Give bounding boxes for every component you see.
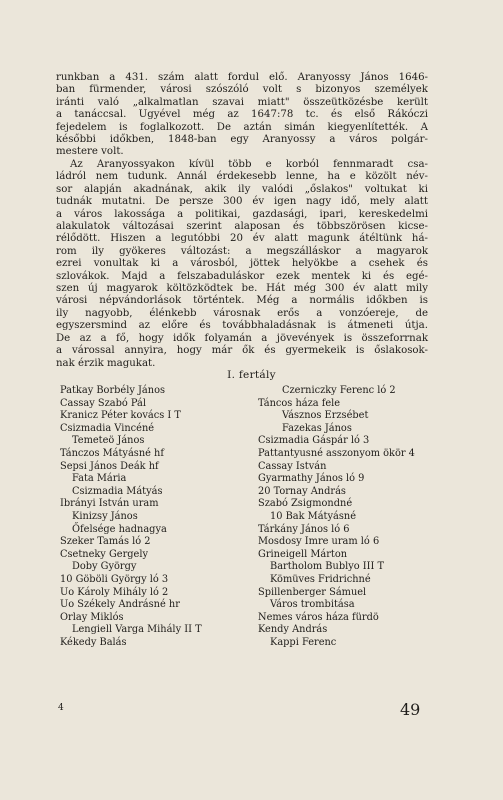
list-entry: Szeker Tamás ló 2	[60, 536, 151, 548]
list-entry: Csizmadia Gáspár ló 3	[258, 435, 370, 447]
section-title: I. fertály	[227, 369, 276, 381]
page-number: 49	[400, 700, 421, 719]
text-line: alakulatok változásai szerint alaposan és többszörösen kicse-	[56, 221, 428, 233]
list-entry: 10 Göböli György ló 3	[60, 573, 169, 585]
list-entry: Grineigell Márton	[258, 548, 348, 560]
text-line: későbbi időkben, 1848-ban egy Aranyossy a város polgár-	[56, 134, 428, 146]
list-entry: Sepsi János Deák hf	[60, 460, 159, 472]
text-line: ban fürmender, városi szószóló volt s bizonyos személyek	[56, 84, 428, 96]
list-entry: Csetneky Gergely	[60, 548, 148, 560]
text-line: sor alapján akadnának, akik ily valódi „őslakos" voltukat ki	[56, 183, 428, 195]
list-entry: Cassay István	[258, 460, 327, 472]
list-entry: Fata Mária	[72, 473, 127, 485]
list-entry: Doby György	[72, 561, 137, 573]
text-line: rélődött. Hiszen a legutóbbi 20 év alatt magunk átéltünk há-	[56, 233, 428, 245]
list-entry: Kömüves Fridrichné	[270, 573, 371, 585]
paragraph-2	[56, 159, 428, 370]
list-entry: Város trombitása	[270, 599, 355, 611]
text-line: szlovákok. Majd a felszabaduláskor ezek mentek ki és egé-	[56, 270, 428, 282]
list-entry: Bartholom Bublyo III T	[270, 561, 385, 573]
text-line: a tanáccsal. Ugyével még az 1647:78 tc. és első Rákóczi	[56, 109, 428, 121]
signature-mark: 4	[58, 703, 64, 713]
text-line: iránti való „alkalmatlan szavai miatt" összeütközésbe került	[56, 96, 428, 108]
list-entry: Tárkány János ló 6	[258, 523, 350, 535]
list-entry: Mosdosy Imre uram ló 6	[258, 536, 380, 548]
list-entry: Uo Károly Mihály ló 2	[60, 586, 169, 598]
text-line: tudnák mutatni. De persze 300 év igen nagy idő, mely alatt	[56, 196, 428, 208]
list-entry: Őfelsége hadnagya	[72, 523, 167, 535]
list-entry: 20 Tornay András	[258, 485, 346, 497]
list-entry: Kendy András	[258, 624, 328, 636]
list-entry: Lengiell Varga Mihály II T	[72, 624, 202, 636]
text-line: Az Aranyossyakon kívül több e korból fennmaradt csa-	[70, 159, 428, 170]
list-entry: Tánczos Mátyásné hf	[60, 447, 164, 459]
list-entry: Gyarmathy János ló 9	[258, 473, 365, 485]
list-entry: Pattantyusné asszonyom ökör 4	[258, 447, 415, 459]
list-entry: Orlay Miklós	[60, 611, 124, 623]
list-entry: Temeteö János	[72, 435, 145, 447]
text-line: fejedelem is foglalkozott. De aztán simán kiegyenlítették. A	[56, 121, 428, 133]
list-entry: Táncos háza fele	[258, 397, 341, 409]
text-line: De az a fő, hogy idők folyamán a jövevények is összeforrnak	[56, 332, 428, 344]
text-line: ládról nem tudunk. Annál érdekesebb lenne, ha e közölt név-	[56, 171, 428, 183]
text-line: runkban a 431. szám alatt fordul elő. Aranyossy János 1646-	[56, 72, 428, 83]
list-entry: Kappi Ferenc	[270, 636, 337, 648]
list-entry: Szabó Zsigmondné	[258, 498, 353, 510]
left-name-column	[60, 385, 245, 649]
text-line: rom ily gyökeres változást: a megszálláskor a magyarok	[56, 245, 428, 257]
right-name-column	[258, 385, 438, 649]
list-entry: 10 Bak Mátyásné	[270, 510, 356, 522]
list-entry: Nemes város háza fürdö	[258, 611, 379, 623]
list-entry: Czerniczky Ferenc ló 2	[282, 385, 396, 396]
text-line: ezrei vonultak ki a városból, jöttek helyökbe a csehek és	[56, 258, 428, 270]
list-entry: Patkay Borbély János	[60, 385, 165, 396]
list-entry: Uo Székely Andrásné hr	[60, 599, 180, 611]
text-line: városi népvándorlások történtek. Még a normális időkben is	[56, 295, 428, 307]
text-line: mestere volt.	[56, 146, 124, 158]
list-entry: Spillenberger Sámuel	[258, 586, 367, 598]
text-line: nak érzik magukat.	[56, 357, 156, 369]
text-line: szen új magyarok költözködtek be. Hát még 300 év alatt mily	[56, 283, 428, 295]
list-entry: Csizmadia Mátyás	[72, 485, 163, 497]
text-line: a várossal annyira, hogy már ők és gyermekeik is őslakosok-	[56, 345, 428, 357]
list-entry: Fazekas János	[282, 422, 352, 434]
list-entry: Csizmadia Vincéné	[60, 422, 155, 434]
list-entry: Kinizsy János	[72, 510, 138, 522]
list-entry: Cassay Szabó Pál	[60, 397, 147, 409]
list-entry: Vásznos Erzsébet	[282, 410, 369, 422]
text-line: egyszersmind az előre és továbbhaladásnak is átmeneti útja.	[56, 320, 428, 332]
text-line: a város lakossága a politikai, gazdasági, ipari, kereskedelmi	[56, 208, 428, 220]
paragraph-1	[56, 72, 428, 159]
list-entry: Kranicz Péter kovács I T	[60, 410, 181, 422]
list-entry: Ibrányi István uram	[60, 498, 159, 510]
list-entry: Kékedy Balás	[60, 636, 127, 648]
text-line: ily nagyobb, élénkebb városnak erős a vonzóereje, de	[56, 307, 428, 319]
